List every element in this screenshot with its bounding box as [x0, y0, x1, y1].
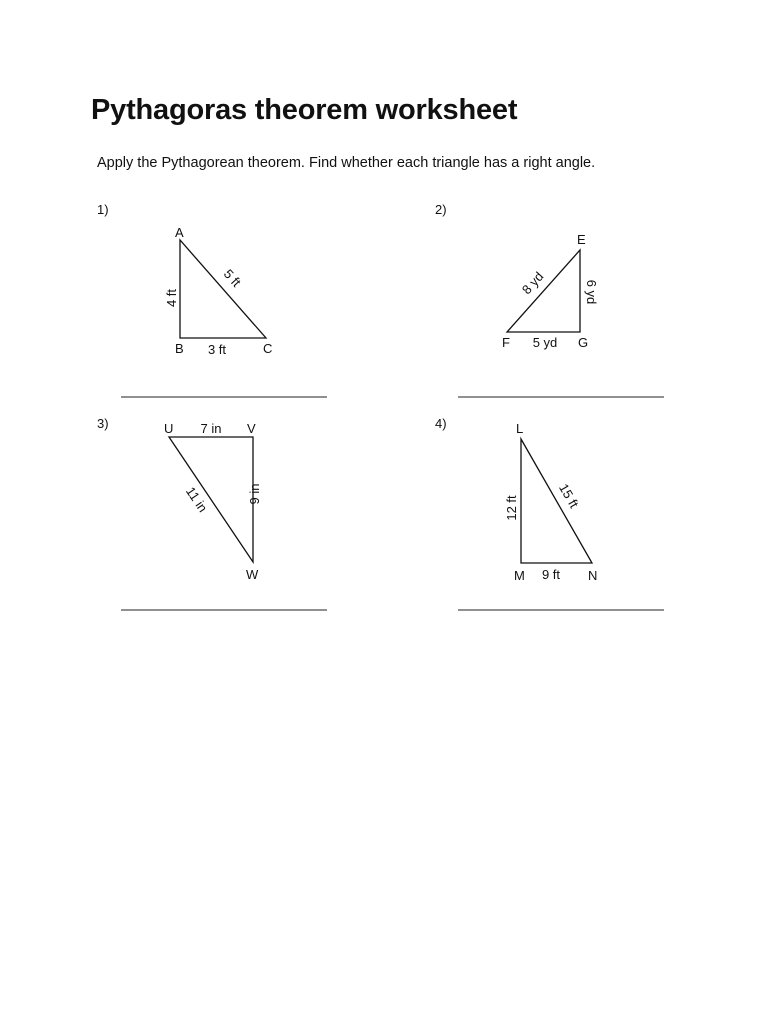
problem-1	[97, 202, 327, 397]
instructions: Apply the Pythagorean theorem. Find whether each triangle has a right angle.	[97, 155, 596, 171]
vertex-label: N	[588, 568, 598, 583]
vertex-label: A	[175, 225, 184, 240]
problem-4	[435, 416, 664, 610]
vertex-label: L	[516, 421, 524, 436]
side-label: 8 yd	[518, 268, 547, 298]
triangle-efg	[507, 250, 580, 332]
side-label: 11 in	[182, 484, 211, 515]
side-label: 3 ft	[207, 342, 227, 357]
triangle-abc	[180, 240, 266, 338]
vertex-label: U	[164, 421, 174, 436]
vertex-label: C	[263, 341, 273, 356]
problem-number: 2)	[435, 202, 447, 217]
side-label: 9 ft	[541, 567, 561, 582]
triangle-uvw	[169, 437, 253, 562]
side-label: 5 yd	[532, 335, 558, 350]
vertex-label: W	[246, 567, 259, 582]
problem-number: 3)	[97, 416, 109, 431]
vertex-label: E	[577, 232, 586, 247]
vertex-label: B	[175, 341, 184, 356]
vertex-label: V	[247, 421, 256, 436]
side-label: 7 in	[200, 421, 222, 436]
side-label: 6 yd	[584, 279, 599, 305]
problem-3	[97, 416, 327, 610]
vertex-label: F	[502, 335, 510, 350]
problem-2	[435, 202, 664, 397]
worksheet-title: Pythagoras theorem worksheet	[91, 94, 518, 126]
side-label: 4 ft	[164, 288, 179, 308]
side-label: 5 ft	[220, 266, 244, 290]
vertex-label: G	[578, 335, 589, 350]
side-label: 15 ft	[556, 481, 582, 511]
problem-number: 4)	[435, 416, 447, 431]
side-label: 9 in	[247, 483, 262, 505]
side-label: 12 ft	[504, 495, 519, 521]
problem-number: 1)	[97, 202, 109, 217]
vertex-label: M	[514, 568, 525, 583]
